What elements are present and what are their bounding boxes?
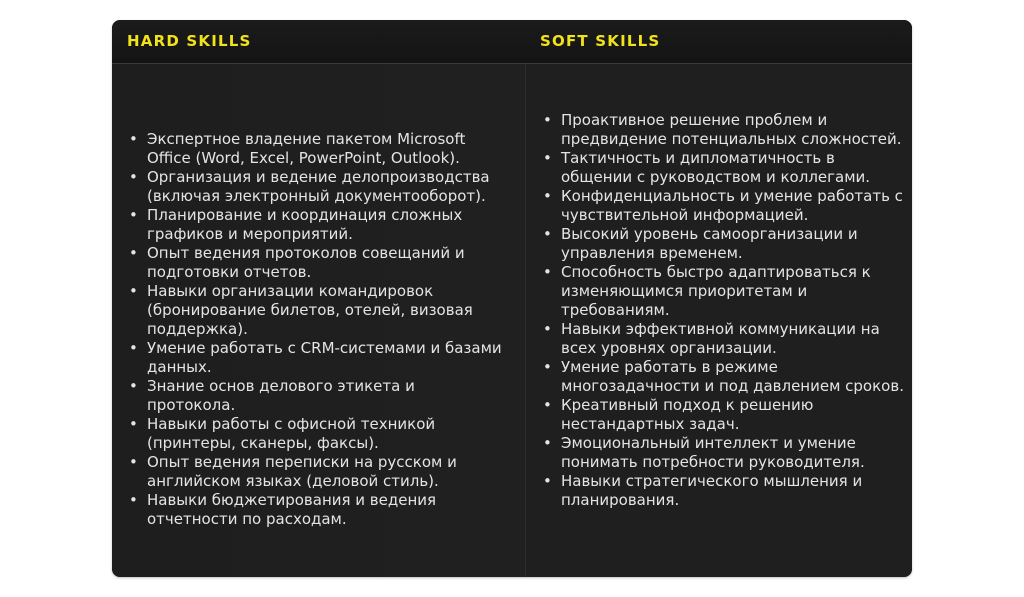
bullet-icon: • bbox=[543, 263, 552, 281]
bullet-icon: • bbox=[129, 244, 138, 262]
bullet-icon: • bbox=[129, 206, 138, 224]
soft-skills-list bbox=[541, 111, 906, 510]
bullet-icon: • bbox=[543, 111, 552, 129]
bullet-icon: • bbox=[129, 130, 138, 148]
list-item bbox=[541, 111, 906, 149]
list-item-text: Умение работать с CRM-системами и базами данных. bbox=[147, 339, 502, 376]
list-item bbox=[541, 396, 906, 434]
bullet-icon: • bbox=[543, 434, 552, 452]
list-item-text: Навыки организации командировок (бронирование билетов, отелей, визовая поддержка). bbox=[147, 282, 473, 338]
hard-skills-heading: HARD SKILLS bbox=[127, 32, 252, 50]
list-item-text: Навыки бюджетирования и ведения отчетности по расходам. bbox=[147, 491, 437, 528]
hard-skills-column bbox=[112, 64, 525, 577]
list-item bbox=[127, 415, 507, 453]
bullet-icon: • bbox=[543, 225, 552, 243]
list-item bbox=[541, 472, 906, 510]
bullet-icon: • bbox=[129, 377, 138, 395]
bullet-icon: • bbox=[543, 320, 552, 338]
bullet-icon: • bbox=[543, 396, 552, 414]
bullet-icon: • bbox=[129, 282, 138, 300]
hard-skills-list bbox=[127, 130, 507, 529]
list-item bbox=[541, 187, 906, 225]
list-item bbox=[541, 225, 906, 263]
list-item-text: Навыки работы с офисной техникой (принтеры, сканеры, факсы). bbox=[147, 415, 436, 452]
bullet-icon: • bbox=[543, 472, 552, 490]
list-item bbox=[541, 434, 906, 472]
list-item bbox=[127, 206, 507, 244]
list-item bbox=[127, 491, 507, 529]
list-item bbox=[541, 263, 906, 320]
bullet-icon: • bbox=[129, 415, 138, 433]
list-item bbox=[127, 339, 507, 377]
list-item bbox=[127, 377, 507, 415]
list-item-text: Эмоциональный интеллект и умение понимать потребности руководителя. bbox=[561, 434, 865, 471]
list-item bbox=[541, 320, 906, 358]
list-item bbox=[127, 453, 507, 491]
list-item-text: Тактичность и дипломатичность в общении с руководством и коллегами. bbox=[561, 149, 871, 186]
bullet-icon: • bbox=[543, 358, 552, 376]
list-item-text: Высокий уровень самоорганизации и управления временем. bbox=[561, 225, 858, 262]
list-item bbox=[127, 282, 507, 339]
list-item-text: Планирование и координация сложных графиков и мероприятий. bbox=[147, 206, 463, 243]
list-item-text: Способность быстро адаптироваться к изменяющимся приоритетам и требованиям. bbox=[561, 263, 871, 319]
list-item-text: Организация и ведение делопроизводства (включая электронный документооборот). bbox=[147, 168, 490, 205]
list-item-text: Опыт ведения переписки на русском и английском языках (деловой стиль). bbox=[147, 453, 457, 490]
soft-skills-heading: SOFT SKILLS bbox=[540, 32, 661, 50]
list-item bbox=[127, 244, 507, 282]
list-item-text: Опыт ведения протоколов совещаний и подготовки отчетов. bbox=[147, 244, 465, 281]
bullet-icon: • bbox=[129, 491, 138, 509]
skills-table bbox=[112, 20, 912, 577]
list-item-text: Креативный подход к решению нестандартных задач. bbox=[561, 396, 814, 433]
bullet-icon: • bbox=[129, 168, 138, 186]
bullet-icon: • bbox=[543, 149, 552, 167]
list-item bbox=[127, 130, 507, 168]
list-item bbox=[541, 358, 906, 396]
list-item bbox=[127, 168, 507, 206]
list-item-text: Конфиденциальность и умение работать с чувствительной информацией. bbox=[561, 187, 903, 224]
list-item-text: Экспертное владение пакетом Microsoft Office (Word, Excel, PowerPoint, Outlook). bbox=[147, 130, 466, 167]
list-item bbox=[541, 149, 906, 187]
list-item-text: Умение работать в режиме многозадачности и под давлением сроков. bbox=[561, 358, 904, 395]
table-header bbox=[112, 20, 912, 64]
bullet-icon: • bbox=[129, 339, 138, 357]
bullet-icon: • bbox=[129, 453, 138, 471]
soft-skills-column bbox=[525, 64, 912, 577]
list-item-text: Знание основ делового этикета и протокола. bbox=[147, 377, 415, 414]
bullet-icon: • bbox=[543, 187, 552, 205]
list-item-text: Проактивное решение проблем и предвидение потенциальных сложностей. bbox=[561, 111, 902, 148]
list-item-text: Навыки эффективной коммуникации на всех уровнях организации. bbox=[561, 320, 880, 357]
list-item-text: Навыки стратегического мышления и планирования. bbox=[561, 472, 863, 509]
